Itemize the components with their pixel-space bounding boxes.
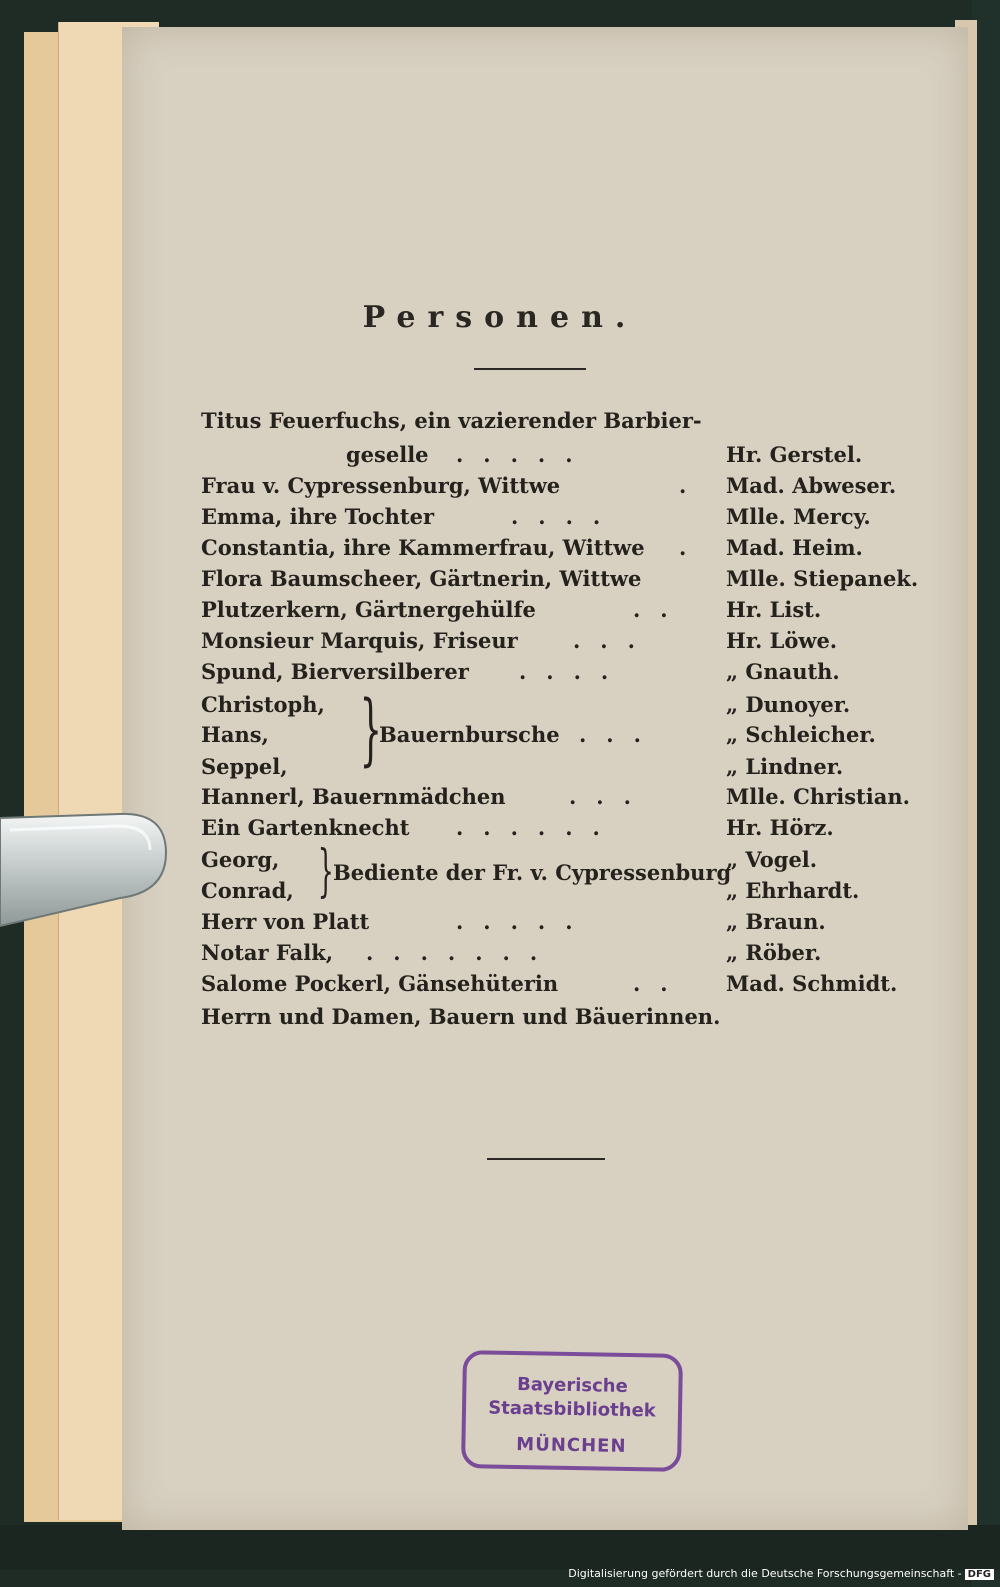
cast-line	[201, 566, 919, 596]
group-label-bediente: Bediente der Fr. v. Cypressenburg	[333, 860, 732, 885]
cast-actor: Mad. Schmidt.	[726, 971, 898, 996]
cast-actor: Mad. Heim.	[726, 535, 863, 560]
cast-role: Georg,	[201, 847, 280, 872]
cast-actor: Mad. Abweser.	[726, 473, 897, 498]
cast-line	[201, 659, 904, 689]
library-stamp	[461, 1350, 683, 1472]
cast-actor: Mlle. Mercy.	[726, 504, 871, 529]
cast-actor: „ Schleicher.	[726, 722, 876, 747]
stamp-line: Staatsbibliothek	[488, 1397, 656, 1422]
cast-role: Monsieur Marquis, Friseur	[201, 628, 518, 653]
cast-actor: „ Vogel.	[726, 847, 818, 872]
cast-line	[201, 1004, 904, 1034]
page-clip	[0, 808, 168, 928]
cast-actor: „ Ehrhardt.	[726, 878, 860, 903]
cast-line	[201, 784, 910, 814]
cast-line	[201, 408, 904, 438]
cast-actor: „ Gnauth.	[726, 659, 840, 684]
cast-role: Hans,	[201, 722, 269, 747]
cast-role: Hannerl, Bauernmädchen	[201, 784, 506, 809]
cast-line	[201, 722, 904, 752]
bottom-shadow	[0, 1525, 1000, 1570]
cast-dots: .....	[456, 442, 593, 467]
cast-line	[201, 754, 904, 784]
cast-role: Notar Falk,	[201, 940, 334, 965]
cast-dots: ...	[569, 784, 651, 809]
cast-line	[201, 442, 904, 472]
cast-line	[201, 971, 904, 1001]
cast-dots: ....	[519, 659, 629, 684]
footer-credit	[568, 1567, 994, 1585]
heading-rule	[474, 368, 586, 370]
cast-actor: „ Lindner.	[726, 754, 844, 779]
cast-line	[201, 597, 904, 627]
cast-line	[201, 815, 904, 845]
footer-text: Digitalisierung gefördert durch die Deutsche Forschungsgemeinschaft -	[568, 1567, 962, 1580]
cast-line	[201, 504, 904, 534]
cast-role: Herrn und Damen, Bauern und Bäuerinnen.	[201, 1004, 721, 1029]
cast-dots: ..	[633, 971, 688, 996]
cast-role: Herr von Platt	[201, 909, 370, 934]
cast-line	[201, 473, 904, 503]
cast-line	[201, 628, 904, 658]
cast-role: Constantia, ihre Kammerfrau, Wittwe	[201, 535, 645, 560]
cast-role: Flora Baumscheer, Gärtnerin, Wittwe	[201, 566, 642, 591]
cast-actor: Mlle. Christian.	[726, 784, 910, 809]
cast-role: Salome Pockerl, Gänsehüterin	[201, 971, 559, 996]
cast-role: Ein Gartenknecht	[201, 815, 410, 840]
cast-role: Seppel,	[201, 754, 288, 779]
page-heading: Personen.	[362, 300, 638, 335]
cast-actor: Hr. List.	[726, 597, 822, 622]
cast-dots: ...	[573, 628, 655, 653]
cast-role: Emma, ihre Tochter	[201, 504, 435, 529]
cast-line	[201, 692, 904, 722]
cast-line	[201, 535, 904, 565]
brace-bediente: }	[317, 839, 334, 904]
cast-role: Plutzerkern, Gärtnergehülfe	[201, 597, 536, 622]
cast-actor: „ Röber.	[726, 940, 822, 965]
cast-role: Titus Feuerfuchs, ein vazierender Barbier-	[201, 408, 702, 433]
cast-actor: Mlle. Stiepanek.	[726, 566, 919, 591]
cast-dots: ...	[579, 722, 661, 747]
cast-line	[201, 940, 904, 970]
cast-actor: Hr. Hörz.	[726, 815, 834, 840]
cast-actor: „ Dunoyer.	[726, 692, 851, 717]
cast-dots: .	[679, 535, 707, 560]
cast-dots: .......	[366, 940, 558, 965]
cast-dots: ..	[633, 597, 688, 622]
dfg-logo: DFG	[965, 1569, 994, 1580]
cast-line	[201, 909, 904, 939]
group-label-bauernbursche: Bauernbursche	[379, 722, 560, 747]
cast-role: gesellе	[346, 442, 429, 467]
brace-bauernbursche: }	[359, 685, 382, 775]
cast-dots: .	[679, 473, 707, 498]
cast-dots: ......	[456, 815, 620, 840]
cast-actor: Hr. Löwe.	[726, 628, 838, 653]
cast-role: Conrad,	[201, 878, 294, 903]
cast-dots: .....	[456, 909, 593, 934]
cast-role: Christoph,	[201, 692, 325, 717]
cast-actor: „ Braun.	[726, 909, 826, 934]
stamp-line: MÜNCHEN	[516, 1434, 627, 1457]
cast-actor: Hr. Gerstel.	[726, 442, 863, 467]
cast-role: Spund, Bierversilberer	[201, 659, 469, 684]
cast-role: Frau v. Cypressenburg, Wittwe	[201, 473, 561, 498]
closing-rule	[487, 1158, 605, 1160]
cast-dots: ....	[511, 504, 621, 529]
stamp-line: Bayerische	[516, 1374, 628, 1397]
